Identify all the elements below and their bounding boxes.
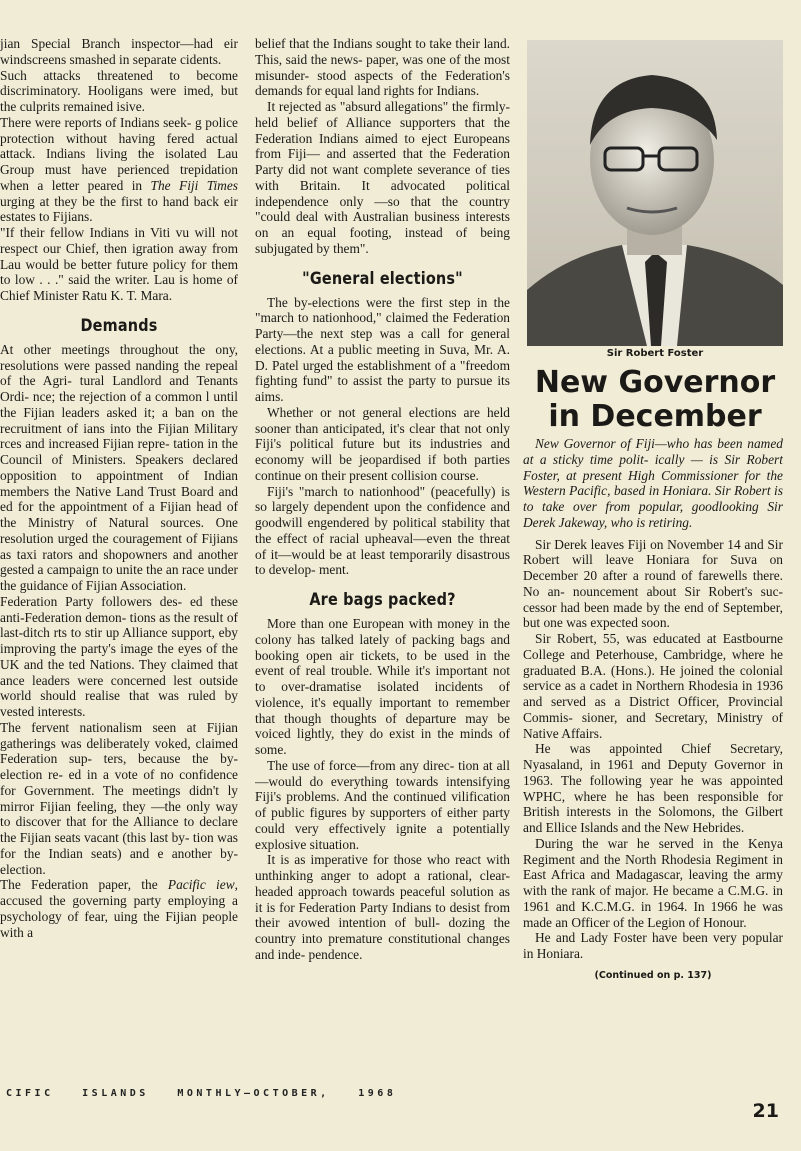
portrait-photo	[527, 40, 783, 346]
portrait-illustration	[527, 40, 783, 346]
paragraph: The use of force—from any direc- tion at all—would do everything towards intensifying Fiji's problems. And the continued vilification of public figures by supporters of either party could very effectively ignite a potentially explosive situation.	[255, 757, 510, 852]
article-column-1	[0, 36, 238, 940]
paragraph: Fiji's "march to nationhood" (peacefully) is so largely dependent upon the confidence and goodwill engendered by political stability that the effect of racial upheaval—even the threat of it—would be at least temporarily disastrous to develop- ment.	[255, 483, 510, 578]
paragraph: jian Special Branch inspector—had eir windscreens smashed in separate cidents.	[0, 36, 238, 67]
paragraph: The by-elections were the first step in the "march to nationhood," claimed the Federation Party—the next step was a call for general elections. At a public meeting in Suva, Mr. A. D. Patel urged the establishment of a "freedom fighting fund" to assist the party to pursue its aims.	[255, 294, 510, 404]
paragraph: More than one European with money in the colony has talked lately of packing bags and booking open air tickets, to be used in the event of real trouble. While it's important not to over-dramatise isolated incidents of violence, it's equally important to remember that though thoughts of departure may be voiced lightly, they do exist in the minds of some.	[255, 616, 510, 757]
article-column-3	[523, 436, 783, 984]
paragraph: It is as imperative for those who react with unthinking anger to adopt a rational, clear-headed approach towards peaceful solution as it is for Federation Party Indians to desist from their avowed intention of bull- dozing the country into premature constitutional changes and inde- pendence.	[255, 852, 510, 962]
paragraph: The Federation paper, the Pacific iew, accused the governing party employing a psychology of fear, uing the Fijian people with a	[0, 877, 238, 940]
paragraph: At other meetings throughout the ony, resolutions were passed nanding the repeal of the Agri- tural Landlord and Tenants Ordi- nce; the rejection of a common l until the Fijian leaders asked it; a ban on the recruitment of ians into the Fijian Military rces and increased Fijian repre- tation in the Council of Ministers. Speakers declared opposition to appointment of Indian members the Native Land Trust Board and ed for the appointment of a Fijian head of the Ministry of Natural sources. One resolution urged the couragement of Fijians as taxi rators and shopowners and another gested a campaign to unite the an race under the guidance of Fijian Association.	[0, 341, 238, 593]
paragraph: Such attacks threatened to become discriminatory. Hooligans were imed, but the culprits remained isive.	[0, 67, 238, 114]
lede-paragraph: New Governor of Fiji—who has been named at a sticky time polit- ically — is Sir Robert Foster, at present High Commissioner for the Western Pacific, based in Honiara. Sir Robert is to take over from popular, goodlooking Sir Derek Jakeway, who is retiring.	[523, 436, 783, 530]
continued-note: (Continued on p. 137)	[594, 969, 712, 981]
paragraph: belief that the Indians sought to take their land. This, said the news- paper, was one of the most misunder- stood aspects of the Federation's demands for equal land rights for Indians.	[255, 36, 510, 99]
paragraph: He and Lady Foster have been very popular in Honiara.	[523, 930, 783, 961]
paragraph: During the war he served in the Kenya Regiment and the North Rhodesia Regiment in East Africa and Madagascar, leaving the army with the rank of major. He became a C.M.G. in 1961 and K.C.M.G. in 1964. In 1966 he was made an Officer of the Legion of Honour.	[523, 835, 783, 930]
article-headline: New Governor in December	[534, 365, 776, 434]
paragraph: He was appointed Chief Secretary, Nyasaland, in 1961 and Deputy Governor in 1963. The following year he was appointed WPHC, where he has been responsible for British interests in the Solomons, the Gilbert and Ellice Islands and the New Hebrides.	[523, 741, 783, 835]
photo-caption: Sir Robert Foster	[606, 348, 704, 359]
subheading-bags-packed: Are bags packed?	[309, 590, 456, 610]
paragraph: Sir Robert, 55, was educated at Eastbourne College and Peterhouse, Cambridge, where he graduated B.A. (Hons.). He joined the colonial service as a cadet in Northern Rhodesia in 1936 and served as a District Officer, Provincial Commis- sioner, and Secretary, Ministry of Native Affairs.	[523, 631, 783, 741]
paragraph: Federation Party followers des- ed these anti-Federation demon- tions as the result of last-ditch rts to stir up Alliance support, eby improving the party's image the eyes of the UK and the ted Nations. They claimed that ance leaders were concerned lest outside world should realise that was ruled by vested interests.	[0, 593, 238, 719]
running-footer: CIFIC ISLANDS MONTHLY—OCTOBER, 1968	[6, 1088, 397, 1099]
article-column-2	[255, 36, 510, 963]
paragraph: "If their fellow Indians in Viti vu will not respect our Chief, then igration away from Lau would be better future policy for them to low . . ." said the writer. Lau is home of Chief Minister Ratu K. T. Mara.	[0, 225, 238, 303]
subheading-demands: Demands	[80, 315, 158, 336]
paragraph: There were reports of Indians seek- g police protection without having fered actual attack. Indians living the isolated Lau Group must have perienced trepidation when a letter peared in The Fiji Times urging at they be the first to hand back eir estates to Fijians.	[0, 114, 238, 225]
paragraph: It rejected as "absurd allegations" the firmly-held belief of Alliance supporters that the Federation Indians aimed to eject Europeans from Fiji— and asserted that the Federation Party did not want complete severance of ties with Britain. It advocated political independence only —so that the country "could deal with Australian business interests on an equal footing, instead of being subjugated by them".	[255, 99, 510, 256]
subheading-general-elections: "General elections"	[302, 268, 463, 289]
newspaper-title: The Fiji Times	[150, 177, 238, 193]
paragraph: The fervent nationalism seen at Fijian gatherings was deliberately voked, claimed Federation sup- ters, because the by-election re- ed in a vote of no confidence for Government. The meetings didn't ly mirror Fijian feeling, they —the only way to discover that for the Alliance to declare the Fijian seats vacant (this last by- tion was for the Indian seats) and e another by-election.	[0, 719, 238, 877]
newspaper-title: Pacific iew	[167, 877, 235, 893]
page-number: 21	[752, 1100, 779, 1122]
paragraph: Whether or not general elections are held sooner than anticipated, it's clear that not only Fiji's political future but its industries and economy will be jeopardised if both parties continue on their present collision course.	[255, 404, 510, 483]
paragraph: Sir Derek leaves Fiji on November 14 and Sir Robert will leave Honiara for Suva on December 20 after a round of farewells there. No an- nouncement about Sir Robert's suc- cessor had been made by the end of September, but one was expected soon.	[523, 536, 783, 631]
